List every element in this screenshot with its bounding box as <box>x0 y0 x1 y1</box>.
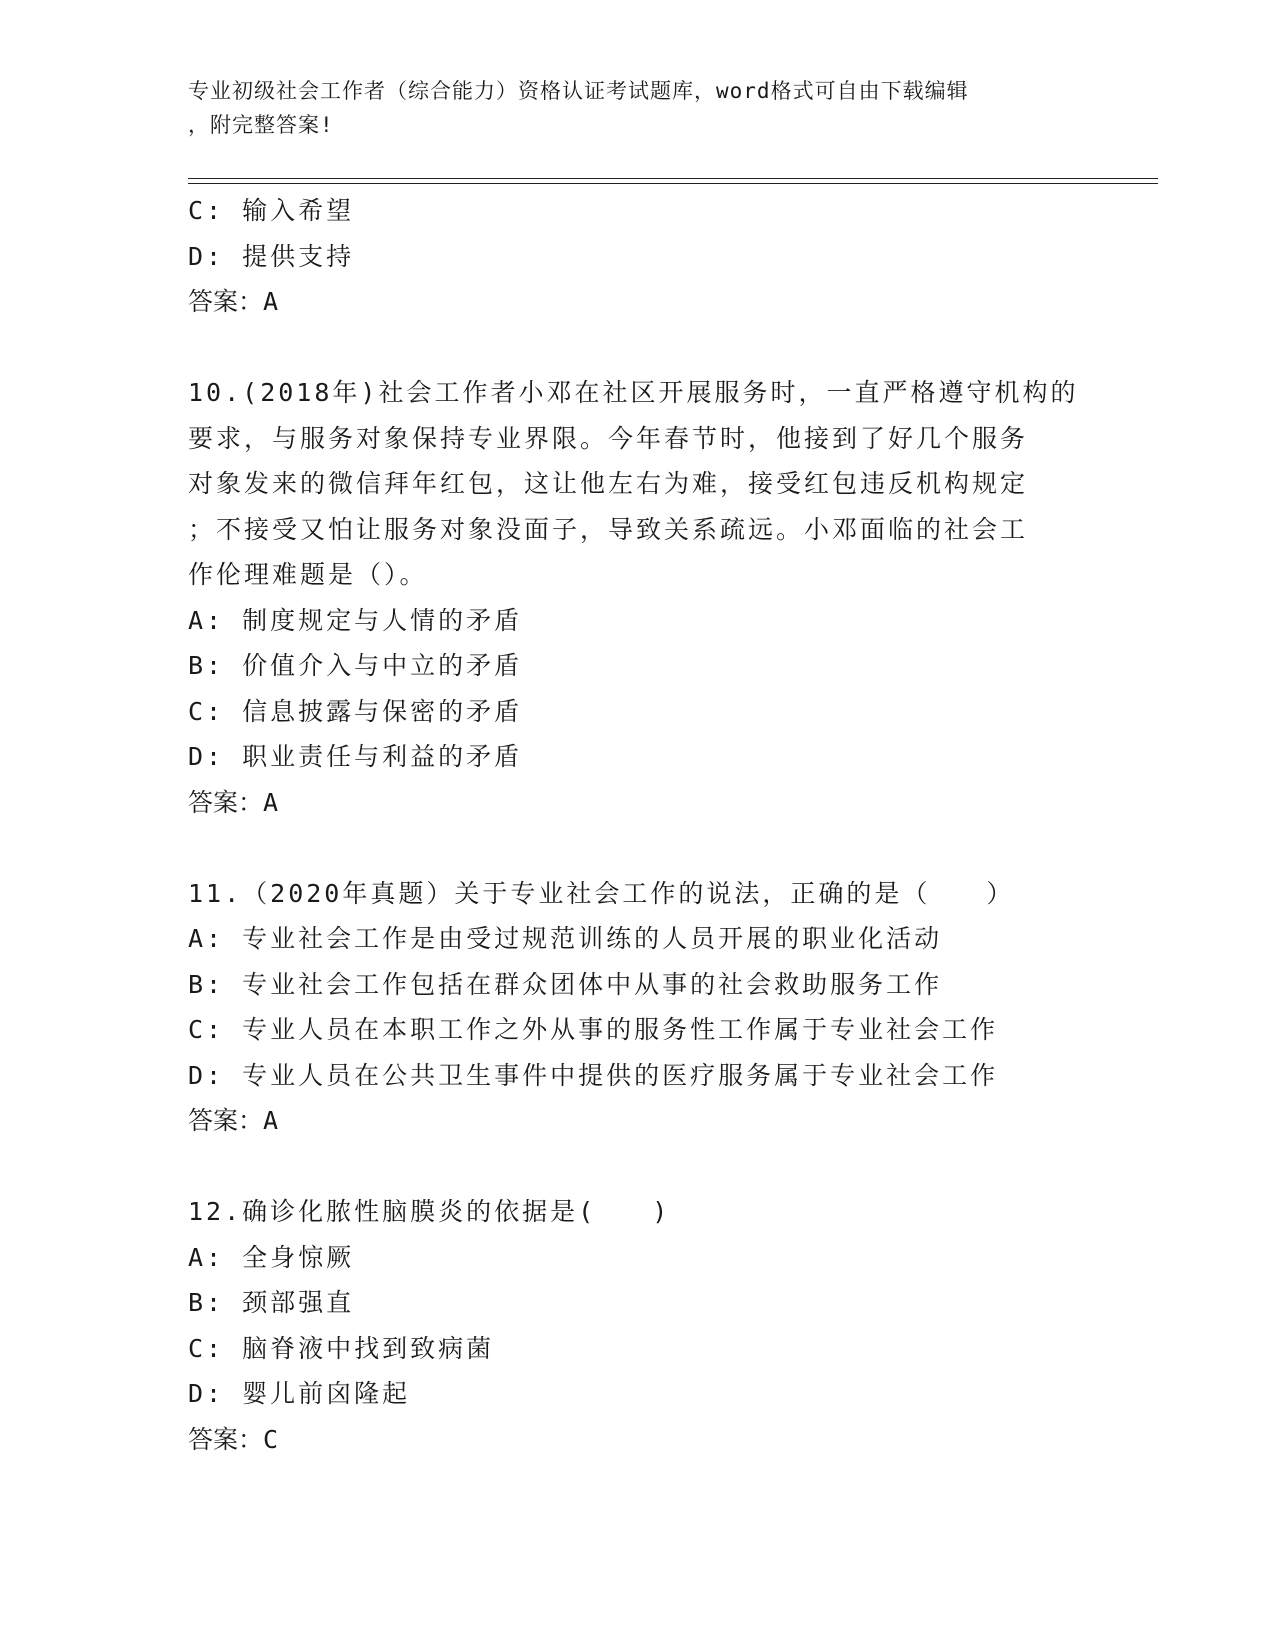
answer-label: 答案： <box>188 1106 264 1135</box>
header-title-line-2: ，附完整答案! <box>188 113 334 137</box>
option-c: C: 专业人员在本职工作之外从事的服务性工作属于专业社会工作 <box>188 1015 999 1044</box>
question-stem-line: 作伦理难题是（）。 <box>188 560 428 589</box>
question-block-11 <box>188 871 1108 1144</box>
answer-value: C <box>263 1424 282 1454</box>
option-d: D: 职业责任与利益的矛盾 <box>188 742 523 771</box>
question-block-prev <box>188 188 1108 325</box>
answer-label: 答案： <box>188 787 264 817</box>
question-stem-line: 对象发来的微信拜年红包，这让他左右为难，接受红包违反机构规定 <box>188 469 1029 498</box>
question-block-10 <box>188 370 1108 825</box>
spacer <box>188 325 1108 371</box>
header-divider <box>188 178 1158 184</box>
answer-value: A <box>263 287 282 316</box>
answer-line <box>188 1098 1108 1144</box>
option-c: C: 输入希望 <box>188 196 355 225</box>
answer-line <box>188 1417 1108 1463</box>
option-b: B: 专业社会工作包括在群众团体中从事的社会救助服务工作 <box>188 969 943 999</box>
answer-value: A <box>263 1106 282 1135</box>
question-list <box>188 188 1108 1462</box>
option-d: D: 提供支持 <box>188 241 355 271</box>
option-d: D: 婴儿前囟隆起 <box>188 1379 411 1408</box>
spacer <box>188 1144 1108 1190</box>
page-header <box>188 74 1088 142</box>
answer-label: 答案： <box>188 287 264 316</box>
option-a: A: 专业社会工作是由受过规范训练的人员开展的职业化活动 <box>188 924 943 953</box>
option-d: D: 专业人员在公共卫生事件中提供的医疗服务属于专业社会工作 <box>188 1060 999 1090</box>
option-a: A: 全身惊厥 <box>188 1242 355 1272</box>
question-stem-line: 要求，与服务对象保持专业界限。今年春节时，他接到了好几个服务 <box>188 423 1029 453</box>
question-stem-line: ；不接受又怕让服务对象没面子，导致关系疏远。小邓面临的社会工 <box>188 514 1029 544</box>
question-stem: 11.（2020年真题）关于专业社会工作的说法，正确的是（ ） <box>188 878 1015 908</box>
header-title-line-1: 专业初级社会工作者（综合能力）资格认证考试题库，word格式可自由下载编辑 <box>188 79 969 103</box>
option-b: B: 价值介入与中立的矛盾 <box>188 651 523 680</box>
option-c: C: 信息披露与保密的矛盾 <box>188 696 523 726</box>
question-stem: 12.确诊化脓性脑膜炎的依据是( ) <box>188 1197 671 1226</box>
answer-label: 答案： <box>188 1424 264 1454</box>
answer-line <box>188 279 1108 325</box>
spacer <box>188 825 1108 871</box>
option-b: B: 颈部强直 <box>188 1288 355 1317</box>
question-block-12 <box>188 1189 1108 1462</box>
answer-value: A <box>263 787 282 817</box>
option-a: A: 制度规定与人情的矛盾 <box>188 605 523 635</box>
answer-line <box>188 780 1108 826</box>
option-c: C: 脑脊液中找到致病菌 <box>188 1333 495 1363</box>
question-stem-line: 10.(2018年)社会工作者小邓在社区开展服务时，一直严格遵守机构的 <box>188 378 1079 407</box>
